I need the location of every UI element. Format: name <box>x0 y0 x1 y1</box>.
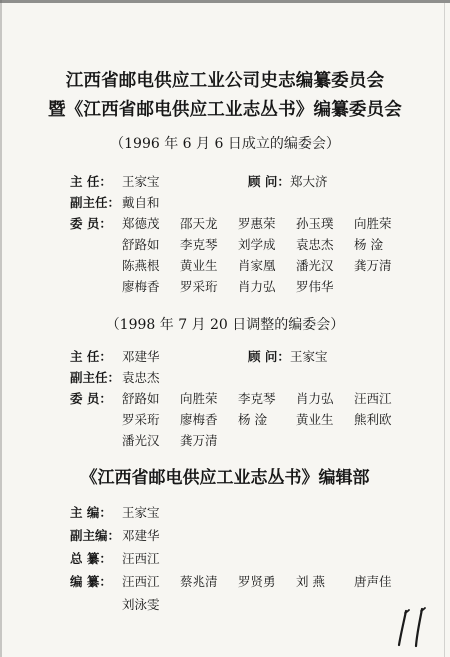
row-1998-chair <box>0 347 450 367</box>
label-chief-compiler: 总 纂： <box>70 551 112 566</box>
row-compilers-1 <box>0 572 450 592</box>
member-name: 孙玉璞 <box>296 216 334 231</box>
label-editor: 主 编： <box>70 505 112 520</box>
row-editor <box>0 503 450 523</box>
member-name: 罗采珩 <box>122 412 160 427</box>
title-line-2: 暨《江西省邮电供应工业志丛书》编纂委员会 <box>48 100 402 120</box>
name-editor: 王家宝 <box>122 505 160 520</box>
label-advisor: 顾 问： <box>248 349 290 364</box>
label-compilers: 编 纂： <box>70 574 112 589</box>
member-name: 罗伟华 <box>296 279 334 294</box>
member-name: 肖力弘 <box>296 391 334 406</box>
member-name: 龚万清 <box>180 433 218 448</box>
name-advisor: 郑大济 <box>290 174 328 189</box>
editorial-title: 《江西省邮电供应工业志丛书》编辑部 <box>80 468 370 488</box>
member-name: 熊利欧 <box>354 412 392 427</box>
row-1998-members-1 <box>0 389 450 409</box>
name-chair: 邓建华 <box>122 349 160 364</box>
title-line-1: 江西省邮电供应工业公司史志编纂委员会 <box>65 71 385 91</box>
label-vice-chair: 副主任： <box>70 370 121 385</box>
member-name: 黄业生 <box>296 412 334 427</box>
compiler-name: 汪西江 <box>122 574 160 589</box>
member-name: 向胜荣 <box>354 216 392 231</box>
row-1996-members-2 <box>0 235 450 255</box>
row-1998-vice-chair <box>0 368 450 388</box>
label-chair: 主 任： <box>70 349 112 364</box>
member-name: 廖梅香 <box>180 412 218 427</box>
handwritten-page-mark <box>392 605 438 651</box>
label-vice-chair: 副主任： <box>70 195 121 210</box>
member-name: 邵天龙 <box>180 216 218 231</box>
member-name: 向胜荣 <box>180 391 218 406</box>
member-name: 李克琴 <box>180 237 218 252</box>
row-1996-chair <box>0 172 450 192</box>
label-members: 委 员： <box>70 391 112 406</box>
member-name: 潘光汉 <box>296 258 334 273</box>
member-name: 袁忠杰 <box>296 237 334 252</box>
subtitle-1998: （1998 年 7 月 20 日调整的编委会） <box>105 317 345 333</box>
scan-edge-top <box>0 0 450 3</box>
row-compilers-2 <box>0 595 450 615</box>
compiler-name: 罗贤勇 <box>238 574 276 589</box>
label-chair: 主 任： <box>70 174 112 189</box>
row-1996-members-3 <box>0 256 450 276</box>
row-1998-members-2 <box>0 410 450 430</box>
member-name: 李克琴 <box>238 391 276 406</box>
row-1996-members-4 <box>0 277 450 297</box>
member-name: 杨 淦 <box>354 237 383 252</box>
compiler-name: 蔡兆清 <box>180 574 218 589</box>
row-1996-vice-chair <box>0 193 450 213</box>
member-name: 龚万清 <box>354 258 392 273</box>
subtitle-1996: （1996 年 6 月 6 日成立的编委会） <box>110 136 340 152</box>
label-advisor: 顾 问： <box>248 174 290 189</box>
member-name: 肖家凰 <box>238 258 276 273</box>
name-deputy-editor: 邓建华 <box>122 528 160 543</box>
compiler-name: 刘 燕 <box>296 574 325 589</box>
row-1998-members-3 <box>0 431 450 451</box>
label-deputy-editor: 副主编： <box>70 528 121 543</box>
label-members: 委 员： <box>70 216 112 231</box>
member-name: 黄业生 <box>180 258 218 273</box>
name-vice-chair: 戴自和 <box>122 195 160 210</box>
member-name: 廖梅香 <box>122 279 160 294</box>
compiler-name: 唐声佳 <box>354 574 392 589</box>
member-name: 潘光汉 <box>122 433 160 448</box>
member-name: 陈燕根 <box>122 258 160 273</box>
member-name: 罗采珩 <box>180 279 218 294</box>
member-name: 汪西江 <box>354 391 392 406</box>
name-vice-chair: 袁忠杰 <box>122 370 160 385</box>
name-advisor: 王家宝 <box>290 349 328 364</box>
row-chief-compiler <box>0 549 450 569</box>
member-name: 罗惠荣 <box>238 216 276 231</box>
row-1996-members-1 <box>0 214 450 234</box>
member-name: 舒路如 <box>122 391 160 406</box>
member-name: 肖力弘 <box>238 279 276 294</box>
name-chair: 王家宝 <box>122 174 160 189</box>
compiler-name: 刘泳雯 <box>122 597 160 612</box>
row-deputy-editor <box>0 526 450 546</box>
member-name: 舒路如 <box>122 237 160 252</box>
name-chief-compiler: 汪西江 <box>122 551 160 566</box>
member-name: 刘学成 <box>238 237 276 252</box>
member-name: 杨 淦 <box>238 412 267 427</box>
member-name: 郑德茂 <box>122 216 160 231</box>
